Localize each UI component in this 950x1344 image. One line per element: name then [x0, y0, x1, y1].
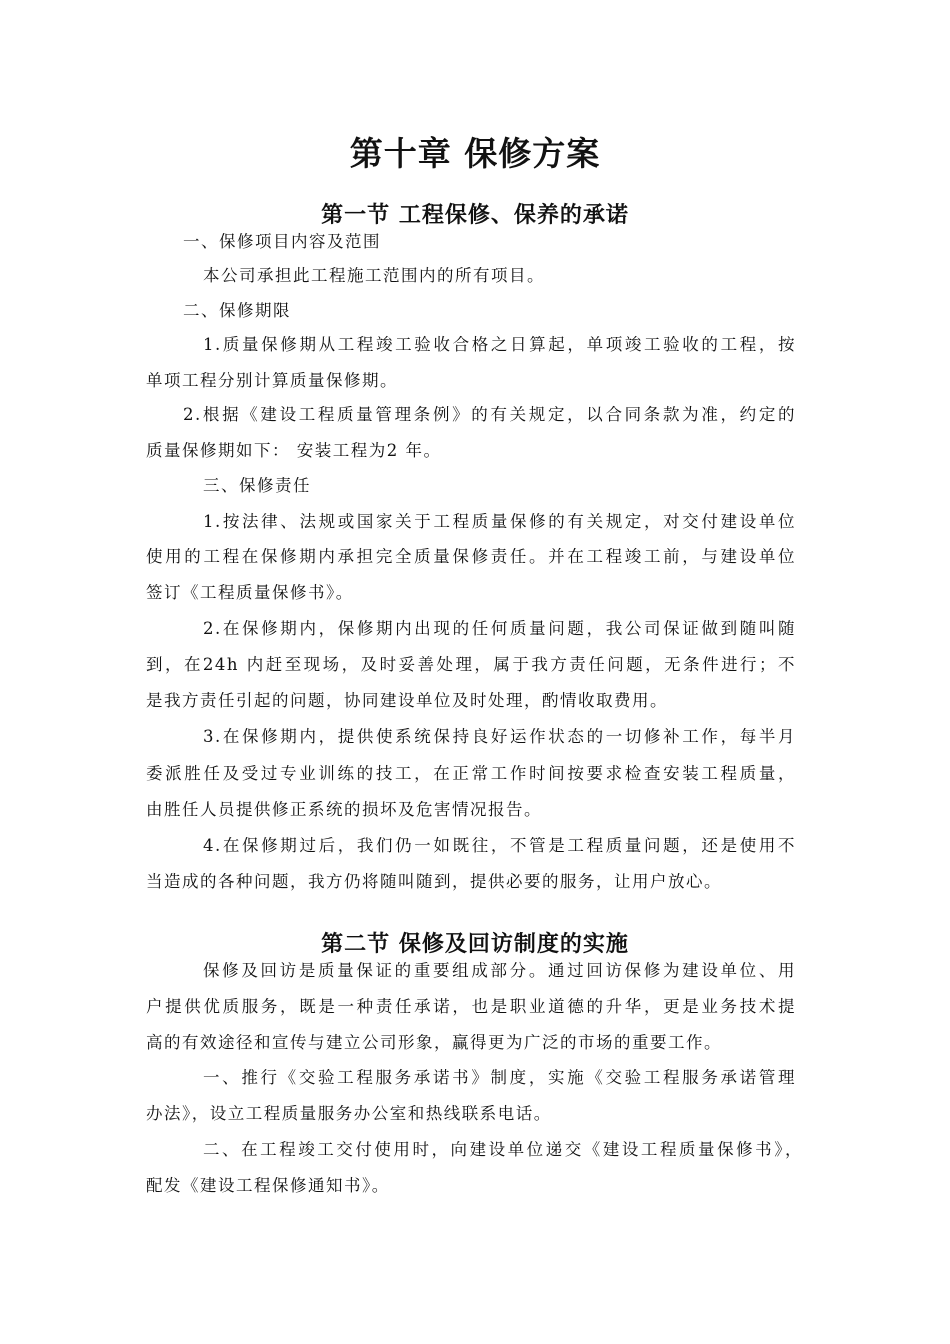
- heading-warranty-responsibility: 三、保修责任: [203, 476, 311, 495]
- section-title-1: 第一节 工程保修、保养的承诺: [321, 202, 629, 228]
- paragraph-line: 2.在保修期内，保修期内出现的任何质量问题，我公司保证做到随叫随: [203, 619, 796, 638]
- paragraph-line: 到，在24h 内赶至现场，及时妥善处理，属于我方责任问题，无条件进行；不: [146, 655, 796, 674]
- heading-warranty-scope: 一、保修项目内容及范围: [183, 232, 381, 251]
- paragraph-line: 单项工程分别计算质量保修期。: [146, 371, 398, 390]
- paragraph-line: 办法》，设立工程质量服务办公室和热线联系电话。: [146, 1104, 552, 1123]
- section-title-2: 第二节 保修及回访制度的实施: [321, 931, 629, 957]
- paragraph-line: 1.质量保修期从工程竣工验收合格之日算起，单项竣工验收的工程，按: [203, 335, 796, 354]
- paragraph-line: 签订《工程质量保修书》。: [146, 583, 354, 602]
- paragraph-line: 是我方责任引起的问题，协同建设单位及时处理，酌情收取费用。: [146, 691, 668, 710]
- paragraph-line: 委派胜任及受过专业训练的技工，在正常工作时间按要求检查安装工程质量，: [146, 764, 796, 783]
- paragraph-line: 户提供优质服务，既是一种责任承诺，也是职业道德的升华，更是业务技术提: [146, 997, 796, 1016]
- paragraph-line: 1.按法律、法规或国家关于工程质量保修的有关规定，对交付建设单位: [203, 512, 796, 531]
- paragraph-line: 当造成的各种问题，我方仍将随叫随到，提供必要的服务，让用户放心。: [146, 872, 722, 891]
- paragraph-line: 4.在保修期过后，我们仍一如既往，不管是工程质量问题，还是使用不: [203, 836, 796, 855]
- paragraph-line: 由胜任人员提供修正系统的损坏及危害情况报告。: [146, 800, 542, 819]
- paragraph-line: 一、推行《交验工程服务承诺书》制度，实施《交验工程服务承诺管理: [203, 1068, 796, 1087]
- paragraph-line: 2.根据《建设工程质量管理条例》的有关规定，以合同条款为准，约定的: [183, 405, 796, 424]
- paragraph-line: 高的有效途径和宣传与建立公司形象，赢得更为广泛的市场的重要工作。: [146, 1033, 722, 1052]
- paragraph-line: 配发《建设工程保修通知书》。: [146, 1176, 390, 1195]
- paragraph-line: 3.在保修期内，提供使系统保持良好运作状态的一切修补工作，每半月: [203, 727, 796, 746]
- chapter-title: 第十章 保修方案: [349, 134, 601, 173]
- heading-warranty-period: 二、保修期限: [183, 301, 291, 320]
- paragraph-line: 本公司承担此工程施工范围内的所有项目。: [203, 266, 545, 285]
- paragraph-line: 二、在工程竣工交付使用时，向建设单位递交《建设工程质量保修书》，: [203, 1140, 803, 1159]
- paragraph-line: 使用的工程在保修期内承担完全质量保修责任。并在工程竣工前，与建设单位: [146, 547, 796, 566]
- paragraph-line: 保修及回访是质量保证的重要组成部分。通过回访保修为建设单位、用: [203, 961, 796, 980]
- paragraph-line: 质量保修期如下： 安装工程为2 年。: [146, 441, 442, 460]
